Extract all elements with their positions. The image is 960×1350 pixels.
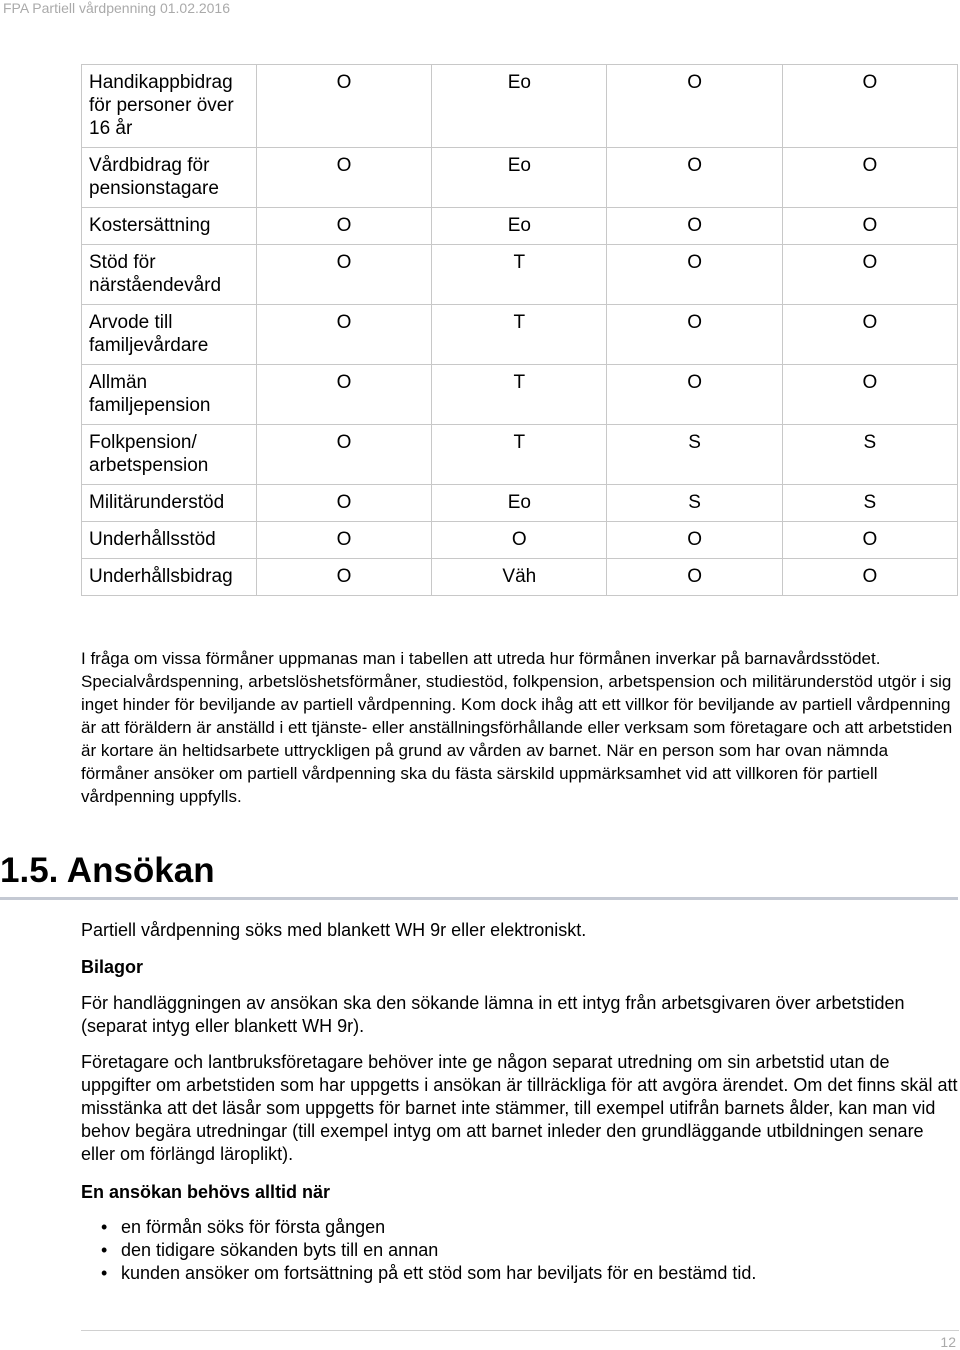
value-cell: O xyxy=(256,245,431,305)
footer-divider xyxy=(81,1330,959,1331)
table-row xyxy=(82,425,958,485)
value-cell: O xyxy=(607,65,782,148)
value-cell: O xyxy=(607,365,782,425)
new-application-heading: En ansökan behövs alltid när xyxy=(81,1182,331,1202)
table-row xyxy=(82,485,958,522)
value-cell: O xyxy=(256,65,431,148)
note-paragraph: I fråga om vissa förmåner uppmanas man i tabellen att utreda hur förmånen inverkar på barnavårdsstödet. Specialvårdspenning, arbetslöshetsförmåner, studiestöd, folkpension, arbetspension och militärunderstöd utgör i sig inget hinder för beviljande av partiell vårdpenning. Kom dock ihåg att ett villkor för beviljande av partiell vårdpenning är att föräldern är anställd i ett tjänste- eller anställningsförhållande eller verksam som företagare och att arbetstiden är kortare än heltidsarbete uttryckligen på grund av vården av barnet. När en person som har ovan nämnda förmåner ansöker om partiell vårdpenning ska du fästa särskild uppmärksamhet vid att villkoren för partiell vårdpenning uppfylls. xyxy=(81,649,953,806)
benefit-name-cell: Arvode till familjevårdare xyxy=(82,305,257,365)
value-cell: T xyxy=(432,305,607,365)
table-row xyxy=(82,305,958,365)
value-cell: S xyxy=(782,425,957,485)
list-item: • den tidigare sökanden byts till en annan xyxy=(81,1239,756,1262)
value-cell: O xyxy=(782,305,957,365)
table-row xyxy=(82,365,958,425)
table-row xyxy=(82,208,958,245)
value-cell: Eo xyxy=(432,485,607,522)
table-row xyxy=(82,522,958,559)
value-cell: S xyxy=(782,485,957,522)
document-header-title: FPA Partiell vårdpenning 01.02.2016 xyxy=(3,0,231,16)
benefit-name-cell: Vårdbidrag för pensionstagare xyxy=(82,148,257,208)
bilagor-heading: Bilagor xyxy=(81,957,144,977)
table-row xyxy=(82,245,958,305)
value-cell: O xyxy=(256,208,431,245)
benefit-name-cell: Underhållsbidrag xyxy=(82,559,257,596)
page-number: 12 xyxy=(940,1334,956,1350)
intro-paragraph: Partiell vårdpenning söks med blankett WH 9r eller elektroniskt. xyxy=(81,920,587,940)
value-cell: Eo xyxy=(432,208,607,245)
list-item: • kunden ansöker om fortsättning på ett stöd som har beviljats för en bestämd tid. xyxy=(81,1262,756,1285)
value-cell: O xyxy=(256,305,431,365)
section-heading: 1.5. Ansökan xyxy=(0,849,958,900)
value-cell: O xyxy=(256,425,431,485)
bilagor-paragraph-1: För handläggningen av ansökan ska den sökande lämna in ett intyg från arbetsgivaren över arbetstiden (separat intyg eller blankett WH 9r). xyxy=(81,993,905,1036)
list-item: • en förmån söks för första gången xyxy=(81,1216,756,1239)
value-cell: O xyxy=(607,559,782,596)
table-row xyxy=(82,559,958,596)
bilagor-paragraph-2: Företagare och lantbruksföretagare behöver inte ge någon separat utredning om sin arbetstid utan de uppgifter om arbetstiden som har uppgetts i ansökan är tillräckliga för att avgöra ärendet. Om det finns skäl att misstänka att det läsår som uppgetts för barnet inte stämmer, till exempel utifrån barnets ålder, kan man vid behov begära utredningar (till exempel intyg om att barnet inleder den grundläggande utbildningen senare eller om förlängd läroplikt). xyxy=(81,1052,958,1164)
value-cell: O xyxy=(782,65,957,148)
value-cell: O xyxy=(782,559,957,596)
value-cell: O xyxy=(607,305,782,365)
value-cell: T xyxy=(432,425,607,485)
benefits-table xyxy=(81,64,958,596)
benefit-name-cell: Handikappbidrag för personer över 16 år xyxy=(82,65,257,148)
benefit-name-cell: Militärunderstöd xyxy=(82,485,257,522)
value-cell: Eo xyxy=(432,65,607,148)
value-cell: O xyxy=(256,559,431,596)
table-row xyxy=(82,148,958,208)
benefit-name-cell: Stöd för närståendevård xyxy=(82,245,257,305)
value-cell: O xyxy=(607,245,782,305)
value-cell: S xyxy=(607,485,782,522)
value-cell: O xyxy=(256,522,431,559)
benefit-name-cell: Folkpension/ arbetspension xyxy=(82,425,257,485)
value-cell: T xyxy=(432,245,607,305)
value-cell: S xyxy=(607,425,782,485)
benefit-name-cell: Underhållsstöd xyxy=(82,522,257,559)
value-cell: O xyxy=(782,148,957,208)
value-cell: O xyxy=(607,208,782,245)
value-cell: O xyxy=(607,522,782,559)
value-cell: O xyxy=(256,148,431,208)
value-cell: O xyxy=(782,522,957,559)
value-cell: O xyxy=(782,208,957,245)
value-cell: Eo xyxy=(432,148,607,208)
new-application-list xyxy=(81,1216,756,1285)
value-cell: O xyxy=(256,485,431,522)
benefit-name-cell: Allmän familjepension xyxy=(82,365,257,425)
value-cell: T xyxy=(432,365,607,425)
value-cell: Väh xyxy=(432,559,607,596)
value-cell: O xyxy=(782,245,957,305)
value-cell: O xyxy=(782,365,957,425)
value-cell: O xyxy=(607,148,782,208)
value-cell: O xyxy=(256,365,431,425)
table-row xyxy=(82,65,958,148)
benefit-name-cell: Kostersättning xyxy=(82,208,257,245)
value-cell: O xyxy=(432,522,607,559)
